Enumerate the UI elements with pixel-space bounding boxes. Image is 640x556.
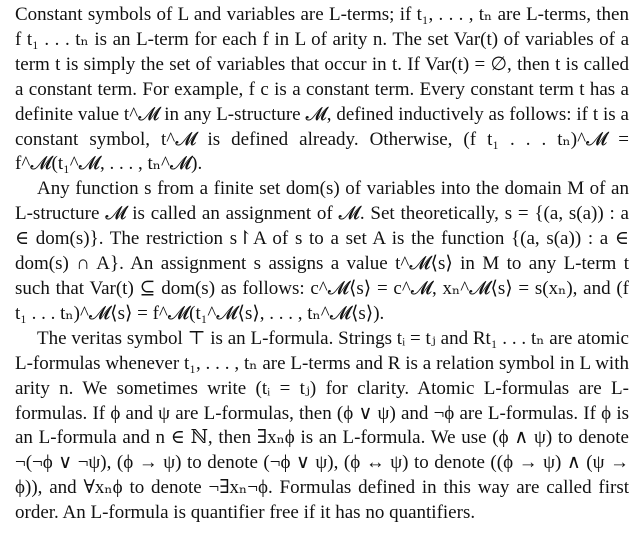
paragraph-formulas-text: The veritas symbol ⊤ is an L-formula. Strings tᵢ = tⱼ and Rt₁ . . . tₙ are atomic L-formulas whenever t₁, . . . , tₙ are L-terms and R is a relation symbol in L with arity n. We sometimes write (tᵢ = tⱼ) for clarity. Atomic L-formulas are L-formulas. If ϕ and ψ are L-formulas, then (ϕ ∨ ψ) and ¬ϕ are L-formulas. If ϕ is an L-formula and n ∈ ℕ, then ∃xₙϕ is an L-formula. We use (ϕ ∧ ψ) to denote ¬(¬ϕ ∨ ¬ψ), (ϕ → ψ) to denote (¬ϕ ∨ ψ), (ϕ ↔ ψ) to denote ((ϕ → ψ) ∧ (ψ → ϕ)), and ∀xₙϕ to denote ¬∃xₙ¬ϕ. Formulas defined in this way are called first order. An L-formula is quantifier free if it has no quantifiers. [15,327,629,524]
paragraph-formulas [15,327,629,526]
paragraph-terms-text: Constant symbols of L and variables are L-terms; if t₁, . . . , tₙ are L-terms, then f t₁ . . . tₙ is an L-term for each f in L of arity n. The set Var(t) of variables of a term t is simply the set of variables that occur in t. If Var(t) = ∅, then t is called a constant term. For example, f c is a constant term. Every constant term t has a definite value t^𝓜 in any L-structure 𝓜, defined inductively as follows: if t is a constant symbol, t^𝓜 is defined already. Otherwise, (f t₁ . . . tₙ)^𝓜 = f^𝓜(t₁^𝓜, . . . , tₙ^𝓜). [15,4,629,175]
paragraph-assignment [15,177,629,326]
document-body [15,3,629,526]
paragraph-assignment-text: Any function s from a finite set dom(s) of variables into the domain M of an L-structure 𝓜 is called an assignment of 𝓜. Set theoretically, s = {(a, s(a)) : a ∈ dom(s)}. The restriction s↾A of s to a set A is the function {(a, s(a)) : a ∈ dom(s) ∩ A}. An assignment s assigns a value t^𝓜⟨s⟩ in M to any L-term t such that Var(t) ⊆ dom(s) as follows: c^𝓜⟨s⟩ = c^𝓜, xₙ^𝓜⟨s⟩ = s(xₙ), and (f t₁ . . . tₙ)^𝓜⟨s⟩ = f^𝓜(t₁^𝓜⟨s⟩, . . . , tₙ^𝓜⟨s⟩). [15,178,629,324]
paragraph-terms [15,3,629,177]
